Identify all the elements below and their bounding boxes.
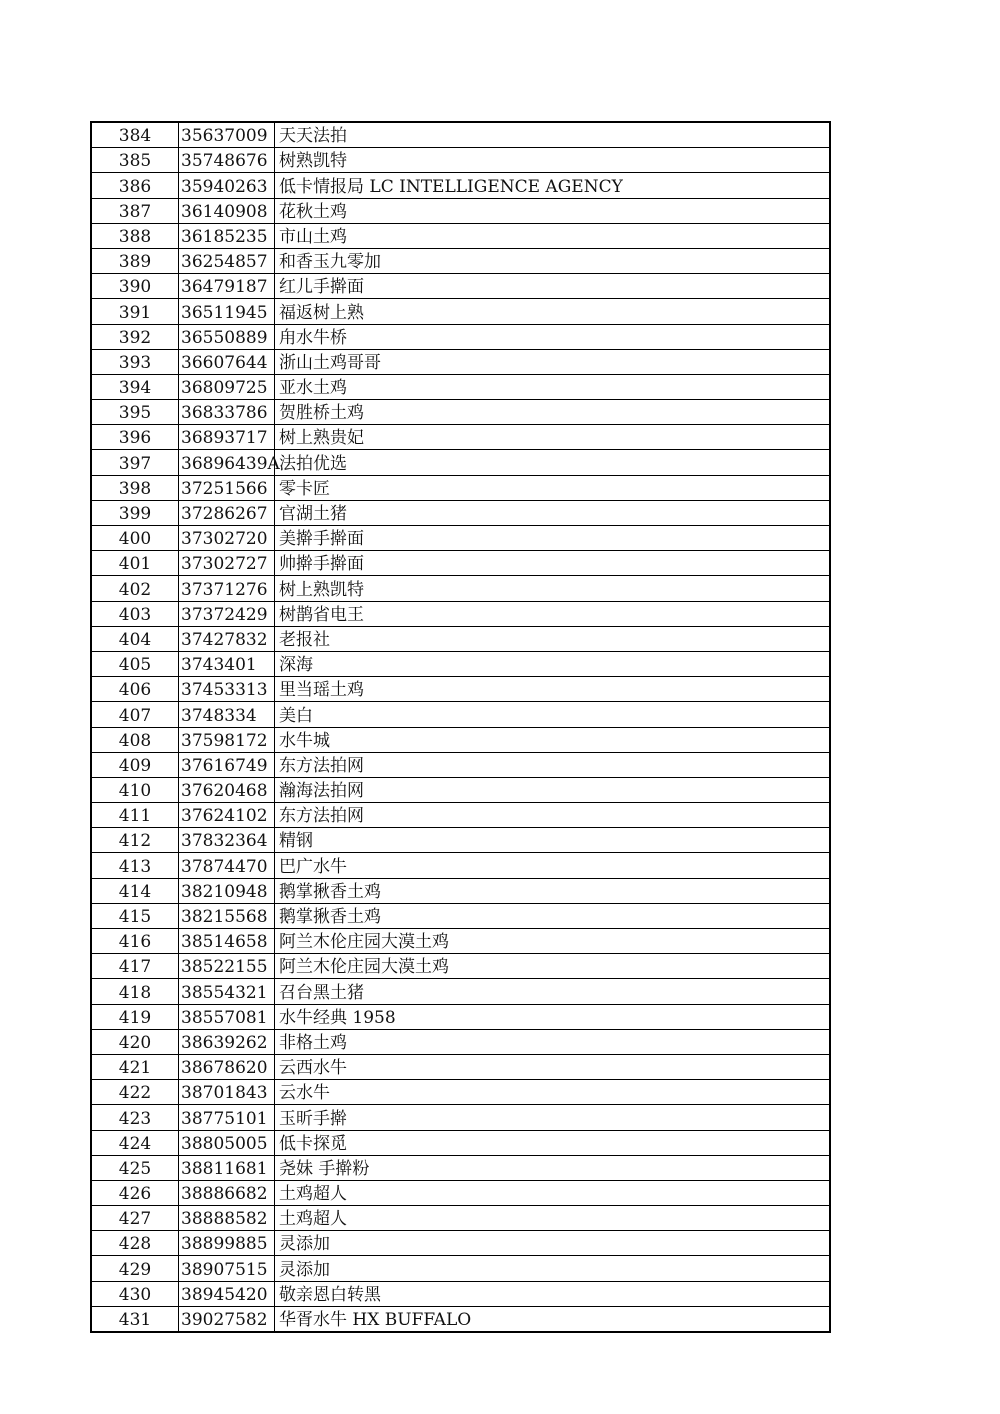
registration-number-cell: 36550889	[179, 324, 275, 349]
row-number-cell: 427	[91, 1206, 179, 1231]
trademark-name-cell: 浙山土鸡哥哥	[275, 349, 831, 374]
trademark-name-cell: 和香玉九零加	[275, 248, 831, 273]
trademark-name-cell: 甪水牛桥	[275, 324, 831, 349]
registration-number-cell: 36511945	[179, 299, 275, 324]
row-number-cell: 401	[91, 551, 179, 576]
registration-number-cell: 35748676	[179, 148, 275, 173]
registration-number-cell: 36254857	[179, 248, 275, 273]
row-number-cell: 391	[91, 299, 179, 324]
row-number-cell: 403	[91, 601, 179, 626]
table-row	[91, 727, 830, 752]
trademark-name-cell: 官湖土猪	[275, 500, 831, 525]
table-row	[91, 198, 830, 223]
trademark-name-cell: 低卡情报局 LC INTELLIGENCE AGENCY	[275, 173, 831, 198]
trademark-name-cell: 花秋土鸡	[275, 198, 831, 223]
table-row	[91, 1306, 830, 1332]
table-row	[91, 324, 830, 349]
row-number-cell: 390	[91, 274, 179, 299]
row-number-cell: 420	[91, 1029, 179, 1054]
trademark-name-cell: 树熟凯特	[275, 148, 831, 173]
row-number-cell: 431	[91, 1306, 179, 1332]
trademark-name-cell: 土鸡超人	[275, 1180, 831, 1205]
row-number-cell: 406	[91, 677, 179, 702]
table-row	[91, 651, 830, 676]
registration-number-cell: 38557081	[179, 1004, 275, 1029]
registration-number-cell: 38210948	[179, 878, 275, 903]
registration-number-cell: 38811681	[179, 1155, 275, 1180]
registration-number-cell: 37874470	[179, 853, 275, 878]
table-row	[91, 601, 830, 626]
registration-number-cell: 38639262	[179, 1029, 275, 1054]
row-number-cell: 388	[91, 223, 179, 248]
trademark-name-cell: 阿兰木伦庄园大漠土鸡	[275, 929, 831, 954]
table-row	[91, 374, 830, 399]
trademark-name-cell: 东方法拍网	[275, 803, 831, 828]
trademark-name-cell: 云水牛	[275, 1080, 831, 1105]
row-number-cell: 393	[91, 349, 179, 374]
registration-number-cell: 38888582	[179, 1206, 275, 1231]
row-number-cell: 402	[91, 576, 179, 601]
row-number-cell: 424	[91, 1130, 179, 1155]
table-row	[91, 1155, 830, 1180]
row-number-cell: 392	[91, 324, 179, 349]
table-row	[91, 551, 830, 576]
table-row	[91, 223, 830, 248]
table-row	[91, 979, 830, 1004]
registration-number-cell: 37624102	[179, 803, 275, 828]
row-number-cell: 417	[91, 954, 179, 979]
row-number-cell: 412	[91, 828, 179, 853]
row-number-cell: 389	[91, 248, 179, 273]
row-number-cell: 404	[91, 626, 179, 651]
registration-number-cell: 37372429	[179, 601, 275, 626]
trademark-name-cell: 灵添加	[275, 1256, 831, 1281]
table-row	[91, 500, 830, 525]
registration-number-cell: 37620468	[179, 777, 275, 802]
trademark-name-cell: 里当瑶土鸡	[275, 677, 831, 702]
registration-number-cell: 37453313	[179, 677, 275, 702]
registration-number-cell: 35637009	[179, 122, 275, 148]
row-number-cell: 426	[91, 1180, 179, 1205]
registration-number-cell: 38514658	[179, 929, 275, 954]
registration-number-cell: 39027582	[179, 1306, 275, 1332]
table-row	[91, 803, 830, 828]
table-row	[91, 752, 830, 777]
table-row	[91, 274, 830, 299]
row-number-cell: 399	[91, 500, 179, 525]
table-row	[91, 903, 830, 928]
registration-number-cell: 36809725	[179, 374, 275, 399]
table-row	[91, 702, 830, 727]
registration-number-cell: 3748334	[179, 702, 275, 727]
row-number-cell: 428	[91, 1231, 179, 1256]
table-row	[91, 626, 830, 651]
table-row	[91, 173, 830, 198]
trademark-name-cell: 老报社	[275, 626, 831, 651]
table-row	[91, 1256, 830, 1281]
trademark-name-cell: 法拍优选	[275, 450, 831, 475]
trademark-name-cell: 灵添加	[275, 1231, 831, 1256]
row-number-cell: 411	[91, 803, 179, 828]
registration-number-cell: 38701843	[179, 1080, 275, 1105]
trademark-name-cell: 召台黑土猪	[275, 979, 831, 1004]
row-number-cell: 384	[91, 122, 179, 148]
registration-number-cell: 38522155	[179, 954, 275, 979]
trademark-name-cell: 非格土鸡	[275, 1029, 831, 1054]
table-row	[91, 1130, 830, 1155]
registration-number-cell: 37286267	[179, 500, 275, 525]
trademark-name-cell: 精钢	[275, 828, 831, 853]
table-row	[91, 349, 830, 374]
table-row	[91, 677, 830, 702]
trademark-name-cell: 尧妹 手擀粉	[275, 1155, 831, 1180]
registration-number-cell: 36607644	[179, 349, 275, 374]
trademark-name-cell: 市山土鸡	[275, 223, 831, 248]
registration-number-cell: 38678620	[179, 1054, 275, 1079]
trademark-name-cell: 深海	[275, 651, 831, 676]
trademark-name-cell: 亚水土鸡	[275, 374, 831, 399]
row-number-cell: 407	[91, 702, 179, 727]
row-number-cell: 395	[91, 400, 179, 425]
trademark-name-cell: 鹅掌揪香土鸡	[275, 878, 831, 903]
trademark-name-cell: 土鸡超人	[275, 1206, 831, 1231]
row-number-cell: 418	[91, 979, 179, 1004]
trademark-name-cell: 红儿手擀面	[275, 274, 831, 299]
registration-number-cell: 38886682	[179, 1180, 275, 1205]
row-number-cell: 421	[91, 1054, 179, 1079]
table-row	[91, 1080, 830, 1105]
registration-number-cell: 3743401	[179, 651, 275, 676]
table-row	[91, 1105, 830, 1130]
trademark-name-cell: 福返树上熟	[275, 299, 831, 324]
table-row	[91, 1206, 830, 1231]
table-row	[91, 475, 830, 500]
table-row	[91, 425, 830, 450]
row-number-cell: 400	[91, 526, 179, 551]
row-number-cell: 397	[91, 450, 179, 475]
row-number-cell: 429	[91, 1256, 179, 1281]
table-row	[91, 929, 830, 954]
row-number-cell: 385	[91, 148, 179, 173]
row-number-cell: 386	[91, 173, 179, 198]
table-row	[91, 526, 830, 551]
row-number-cell: 415	[91, 903, 179, 928]
trademark-name-cell: 云西水牛	[275, 1054, 831, 1079]
trademark-name-cell: 玉昕手擀	[275, 1105, 831, 1130]
row-number-cell: 414	[91, 878, 179, 903]
registration-number-cell: 37302727	[179, 551, 275, 576]
registration-number-cell: 37302720	[179, 526, 275, 551]
trademark-name-cell: 美白	[275, 702, 831, 727]
table-row	[91, 1029, 830, 1054]
row-number-cell: 419	[91, 1004, 179, 1029]
table-row	[91, 853, 830, 878]
trademark-name-cell: 水牛城	[275, 727, 831, 752]
table-row	[91, 1180, 830, 1205]
table-row	[91, 122, 830, 148]
registration-number-cell: 36479187	[179, 274, 275, 299]
registration-number-cell: 36140908	[179, 198, 275, 223]
table-row	[91, 954, 830, 979]
registration-number-cell: 38907515	[179, 1256, 275, 1281]
table-row	[91, 828, 830, 853]
trademark-name-cell: 零卡匠	[275, 475, 831, 500]
registration-number-cell: 38945420	[179, 1281, 275, 1306]
trademark-name-cell: 树鹊省电王	[275, 601, 831, 626]
registration-number-cell: 38775101	[179, 1105, 275, 1130]
registration-number-cell: 37598172	[179, 727, 275, 752]
registration-number-cell: 36833786	[179, 400, 275, 425]
trademark-name-cell: 阿兰木伦庄园大漠土鸡	[275, 954, 831, 979]
table-row	[91, 450, 830, 475]
trademark-name-cell: 巴广水牛	[275, 853, 831, 878]
row-number-cell: 405	[91, 651, 179, 676]
trademark-name-cell: 天天法拍	[275, 122, 831, 148]
trademark-name-cell: 鹅掌揪香土鸡	[275, 903, 831, 928]
table-row	[91, 299, 830, 324]
trademark-name-cell: 树上熟凯特	[275, 576, 831, 601]
row-number-cell: 398	[91, 475, 179, 500]
row-number-cell: 410	[91, 777, 179, 802]
trademark-name-cell: 水牛经典 1958	[275, 1004, 831, 1029]
table-row	[91, 1231, 830, 1256]
trademark-name-cell: 华胥水牛 HX BUFFALO	[275, 1306, 831, 1332]
registration-number-cell: 36185235	[179, 223, 275, 248]
registration-number-cell: 38805005	[179, 1130, 275, 1155]
table-row	[91, 1054, 830, 1079]
registration-number-cell: 37616749	[179, 752, 275, 777]
registration-number-cell: 36893717	[179, 425, 275, 450]
table-row	[91, 1004, 830, 1029]
trademark-name-cell: 东方法拍网	[275, 752, 831, 777]
row-number-cell: 394	[91, 374, 179, 399]
registration-number-cell: 38899885	[179, 1231, 275, 1256]
row-number-cell: 430	[91, 1281, 179, 1306]
registration-number-cell: 37832364	[179, 828, 275, 853]
table-row	[91, 248, 830, 273]
registration-number-cell: 37427832	[179, 626, 275, 651]
table-body	[91, 122, 830, 1332]
row-number-cell: 416	[91, 929, 179, 954]
table-row	[91, 400, 830, 425]
registration-number-cell: 37251566	[179, 475, 275, 500]
table-row	[91, 1281, 830, 1306]
registration-number-cell: 38215568	[179, 903, 275, 928]
trademark-name-cell: 贺胜桥土鸡	[275, 400, 831, 425]
trademark-name-cell: 低卡探觅	[275, 1130, 831, 1155]
trademark-name-cell: 敬亲恩白转黑	[275, 1281, 831, 1306]
registration-number-cell: 36896439A	[179, 450, 275, 475]
trademark-table	[90, 121, 831, 1333]
table-row	[91, 878, 830, 903]
trademark-name-cell: 美擀手擀面	[275, 526, 831, 551]
trademark-name-cell: 帅擀手擀面	[275, 551, 831, 576]
row-number-cell: 422	[91, 1080, 179, 1105]
row-number-cell: 413	[91, 853, 179, 878]
row-number-cell: 396	[91, 425, 179, 450]
row-number-cell: 423	[91, 1105, 179, 1130]
row-number-cell: 408	[91, 727, 179, 752]
registration-number-cell: 38554321	[179, 979, 275, 1004]
trademark-name-cell: 瀚海法拍网	[275, 777, 831, 802]
trademark-name-cell: 树上熟贵妃	[275, 425, 831, 450]
table-row	[91, 148, 830, 173]
registration-number-cell: 35940263	[179, 173, 275, 198]
row-number-cell: 409	[91, 752, 179, 777]
row-number-cell: 387	[91, 198, 179, 223]
table-row	[91, 576, 830, 601]
table-row	[91, 777, 830, 802]
row-number-cell: 425	[91, 1155, 179, 1180]
registration-number-cell: 37371276	[179, 576, 275, 601]
